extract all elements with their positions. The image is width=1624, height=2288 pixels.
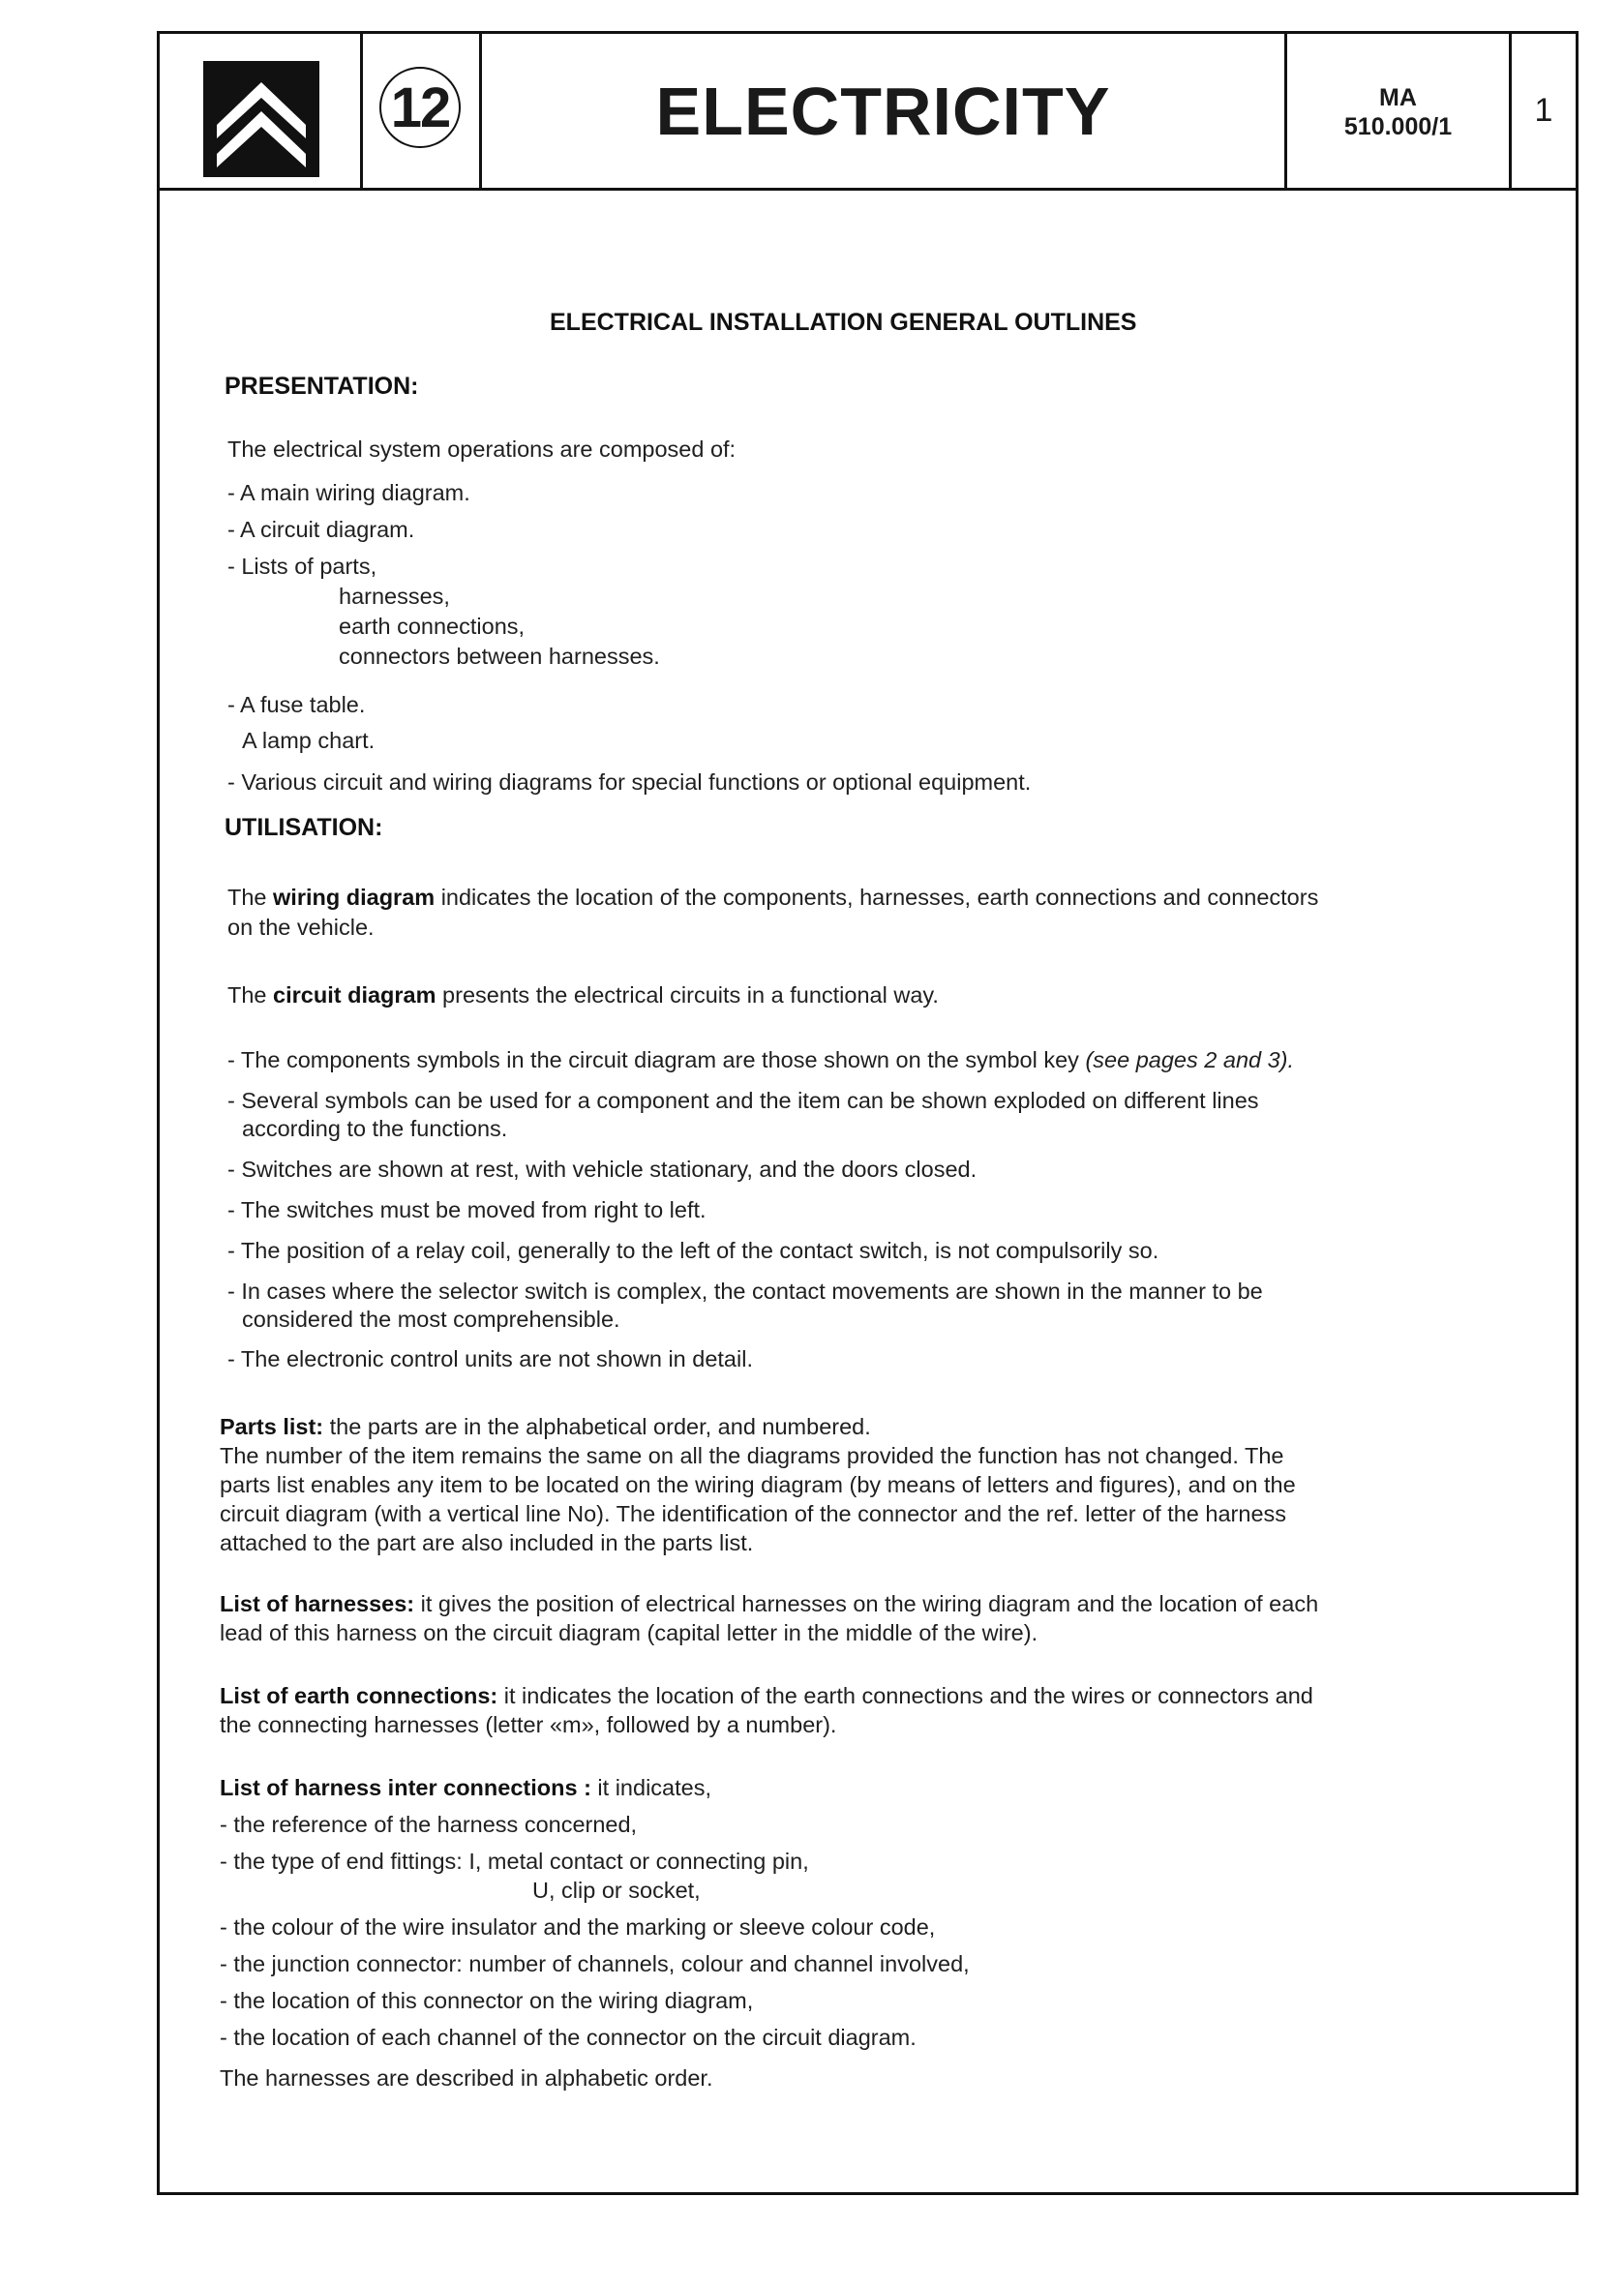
list-item: - The components symbols in the circuit diagram are those shown on the symbol key (see pages 2 and 3). bbox=[227, 1047, 1295, 1072]
section-number-cell bbox=[363, 34, 482, 188]
list-item: - The electronic control units are not shown in detail. bbox=[227, 1346, 753, 1371]
list-item: - The position of a relay coil, generally to the left of the contact switch, is not compulsorily so. bbox=[227, 1238, 1159, 1263]
paragraph-line: Parts list: the parts are in the alphabetical order, and numbered. bbox=[220, 1414, 871, 1439]
list-item: - Various circuit and wiring diagrams for special functions or optional equipment. bbox=[227, 769, 1032, 795]
list-item: - the location of this connector on the wiring diagram, bbox=[220, 1988, 754, 2013]
list-item: - the junction connector: number of channels, colour and channel involved, bbox=[220, 1951, 970, 1976]
paragraph-line: List of harness inter connections : it indicates, bbox=[220, 1775, 711, 1800]
list-item: - Switches are shown at rest, with vehicle stationary, and the doors closed. bbox=[227, 1157, 977, 1182]
page-number: 1 bbox=[1534, 92, 1553, 129]
paragraph-line: the connecting harnesses (letter «m», followed by a number). bbox=[220, 1712, 837, 1737]
list-subitem: connectors between harnesses. bbox=[339, 644, 660, 669]
logo-cell bbox=[160, 34, 363, 188]
paragraph-line: List of harnesses: it gives the position of electrical harnesses on the wiring diagram and the location of each bbox=[220, 1591, 1319, 1616]
list-item: - A main wiring diagram. bbox=[227, 480, 470, 505]
title-cell bbox=[482, 34, 1287, 188]
utilisation-heading: UTILISATION: bbox=[225, 814, 383, 841]
list-subitem: earth connections, bbox=[339, 614, 526, 639]
list-item: - the colour of the wire insulator and the marking or sleeve colour code, bbox=[220, 1914, 936, 1940]
presentation-intro: The electrical system operations are composed of: bbox=[227, 437, 737, 462]
reference-top: MA bbox=[1379, 84, 1417, 111]
reference-cell bbox=[1287, 34, 1512, 188]
paragraph-line: attached to the part are also included in the parts list. bbox=[220, 1530, 754, 1555]
list-item: - Several symbols can be used for a component and the item can be shown exploded on different lines bbox=[227, 1088, 1259, 1113]
list-item-continued: considered the most comprehensible. bbox=[242, 1307, 620, 1332]
list-item: - In cases where the selector switch is complex, the contact movements are shown in the manner to be bbox=[227, 1279, 1263, 1304]
list-subitem: A lamp chart. bbox=[242, 728, 376, 753]
paragraph-line: The number of the item remains the same on all the diagrams provided the function has not changed. The bbox=[220, 1443, 1284, 1468]
list-item: - The switches must be moved from right to left. bbox=[227, 1197, 707, 1222]
list-item: - the location of each channel of the connector on the circuit diagram. bbox=[220, 2025, 917, 2050]
reference-number: 510.000/1 bbox=[1343, 113, 1453, 140]
list-item: - Lists of parts, bbox=[227, 554, 377, 579]
paragraph-line: lead of this harness on the circuit diagram (capital letter in the middle of the wire). bbox=[220, 1620, 1038, 1645]
document-title: ELECTRICAL INSTALLATION GENERAL OUTLINES bbox=[550, 309, 1137, 336]
page-title: ELECTRICITY bbox=[655, 73, 1111, 149]
list-item: - the type of end fittings: I, metal contact or connecting pin, bbox=[220, 1849, 809, 1874]
section-number: 12 bbox=[379, 67, 461, 148]
citroen-logo-icon bbox=[203, 61, 319, 177]
list-subitem: harnesses, bbox=[339, 584, 450, 609]
header bbox=[160, 34, 1576, 191]
list-item: - A circuit diagram. bbox=[227, 517, 415, 542]
paragraph-line: parts list enables any item to be located on the wiring diagram (by means of letters and figures), and on the bbox=[220, 1472, 1296, 1497]
page-frame bbox=[157, 31, 1579, 2195]
paragraph-line: on the vehicle. bbox=[227, 915, 375, 940]
paragraph-line: The circuit diagram presents the electrical circuits in a functional way. bbox=[227, 982, 939, 1008]
list-item: - the reference of the harness concerned, bbox=[220, 1812, 638, 1837]
list-item: - A fuse table. bbox=[227, 692, 366, 717]
closing-line: The harnesses are described in alphabetic order. bbox=[220, 2065, 713, 2091]
paragraph-line: The wiring diagram indicates the location of the components, harnesses, earth connections and connectors bbox=[227, 885, 1319, 910]
paragraph-line: circuit diagram (with a vertical line No). The identification of the connector and the ref. letter of the harness bbox=[220, 1501, 1287, 1526]
list-item-continued: according to the functions. bbox=[242, 1116, 508, 1141]
paragraph-line: List of earth connections: it indicates the location of the earth connections and the wires or connectors and bbox=[220, 1683, 1313, 1708]
presentation-heading: PRESENTATION: bbox=[225, 373, 419, 400]
list-subitem: U, clip or socket, bbox=[532, 1878, 701, 1903]
